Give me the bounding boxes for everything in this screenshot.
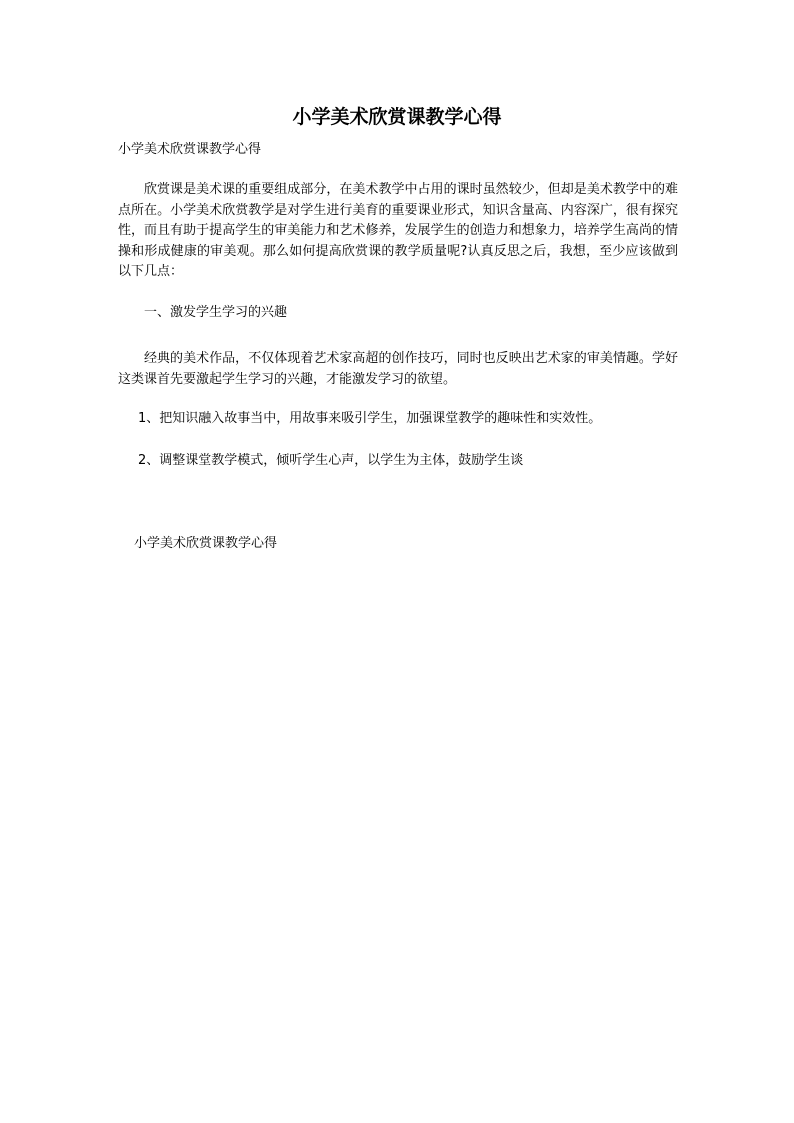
section-heading: 一、激发学生学习的兴趣 xyxy=(144,305,288,320)
section-paragraph: 经典的美术作品，不仅体现着艺术家高超的创作技巧，同时也反映出艺术家的审美情趣。学好这类课首先要激起学生学习的兴趣，才能激发学习的欲望。 xyxy=(118,351,678,387)
list-item-1: 1、把知识融入故事当中，用故事来吸引学生，加强课堂教学的趣味性和实效性。 xyxy=(138,411,602,426)
intro-paragraph: 欣赏课是美术课的重要组成部分，在美术教学中占用的课时虽然较少，但却是美术教学中的难点所在。小学美术欣赏教学是对学生进行美育的重要课业形式，知识含量高、内容深广，很有探究性，而且有助于提高学生的审美能力和艺术修养，发展学生的创造力和想象力，培养学生高尚的情操和形成健康的审美观。那么如何提高欣赏课的教学质量呢?认真反思之后，我想，至少应该做到以下几点： xyxy=(118,182,678,279)
footer-text: 小学美术欣赏课教学心得 xyxy=(134,536,278,551)
document-title: 小学美术欣赏课教学心得 xyxy=(292,106,502,128)
list-item-2: 2、调整课堂教学模式，倾听学生心声，以学生为主体，鼓励学生谈 xyxy=(138,453,524,468)
document-subtitle: 小学美术欣赏课教学心得 xyxy=(118,142,262,157)
